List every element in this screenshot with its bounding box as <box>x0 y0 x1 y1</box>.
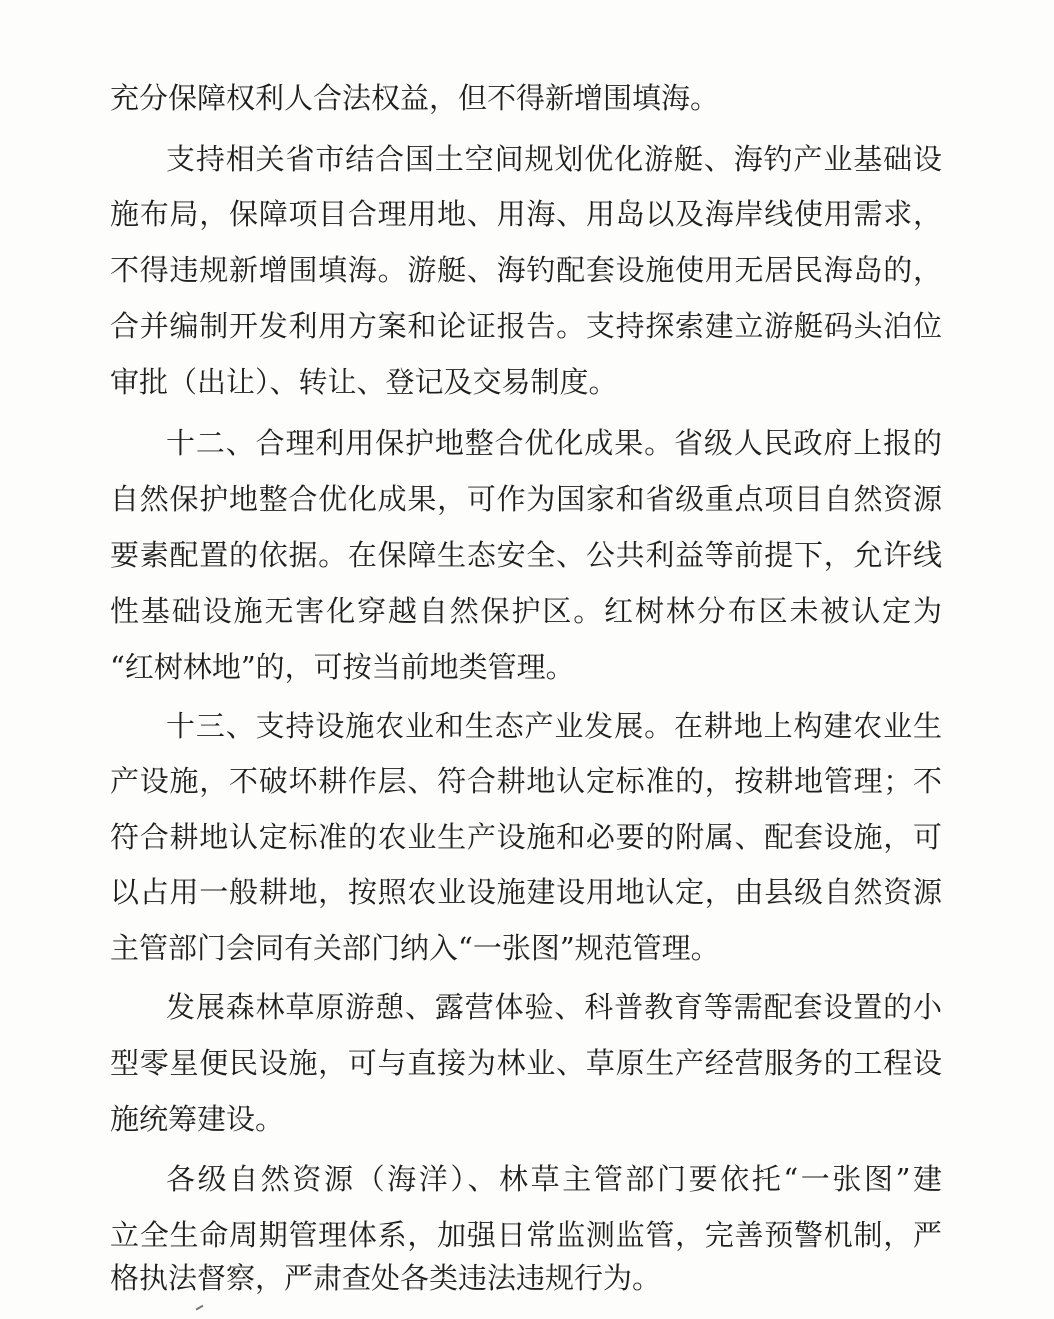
text-line: 型零星便民设施，可与直接为林业、草原生产经营服务的工程设 <box>110 1046 942 1080</box>
text-line: 以占用一般耕地，按照农业设施建设用地认定，由县级自然资源 <box>110 875 942 909</box>
text-line: 充分保障权利人合法权益，但不得新增围填海。 <box>110 81 720 115</box>
text-line: 自然保护地整合优化成果，可作为国家和省级重点项目自然资源 <box>110 482 942 516</box>
section-heading-line: 十三、支持设施农业和生态产业发展。在耕地上构建农业生 <box>166 709 942 743</box>
text-line: 格执法督察，严肃查处各类违法违规行为。 <box>110 1261 662 1295</box>
text-line: 施布局，保障项目合理用地、用海、用岛以及海岸线使用需求， <box>110 197 942 231</box>
text-line: 立全生命周期管理体系，加强日常监测监管，完善预警机制，严 <box>110 1218 942 1252</box>
stray-ink-mark <box>196 1305 209 1319</box>
paragraph-first-line: 支持相关省市结合国土空间规划优化游艇、海钓产业基础设 <box>166 142 942 176</box>
text-line: 符合耕地认定标准的农业生产设施和必要的附属、配套设施，可 <box>110 820 942 854</box>
text-line: “红树林地”的，可按当前地类管理。 <box>110 650 575 684</box>
text-line: 产设施，不破坏耕作层、符合耕地认定标准的，按耕地管理；不 <box>110 764 942 798</box>
text-line: 要素配置的依据。在保障生态安全、公共利益等前提下，允许线 <box>110 538 942 572</box>
text-line: 性基础设施无害化穿越自然保护区。红树林分布区未被认定为 <box>110 594 942 628</box>
text-line: 审批（出让）、转让、登记及交易制度。 <box>110 365 618 399</box>
text-line: 不得违规新增围填海。游艇、海钓配套设施使用无居民海岛的， <box>110 253 942 287</box>
paragraph-first-line: 发展森林草原游憩、露营体验、科普教育等需配套设置的小 <box>166 990 942 1024</box>
text-line: 合并编制开发利用方案和论证报告。支持探索建立游艇码头泊位 <box>110 309 942 343</box>
text-line: 主管部门会同有关部门纳入“一张图”规范管理。 <box>110 931 720 965</box>
text-line: 施统筹建设。 <box>110 1102 285 1136</box>
section-heading-line: 十二、合理利用保护地整合优化成果。省级人民政府上报的 <box>166 426 942 460</box>
paragraph-first-line: 各级自然资源（海洋）、林草主管部门要依托“一张图”建 <box>166 1162 942 1196</box>
